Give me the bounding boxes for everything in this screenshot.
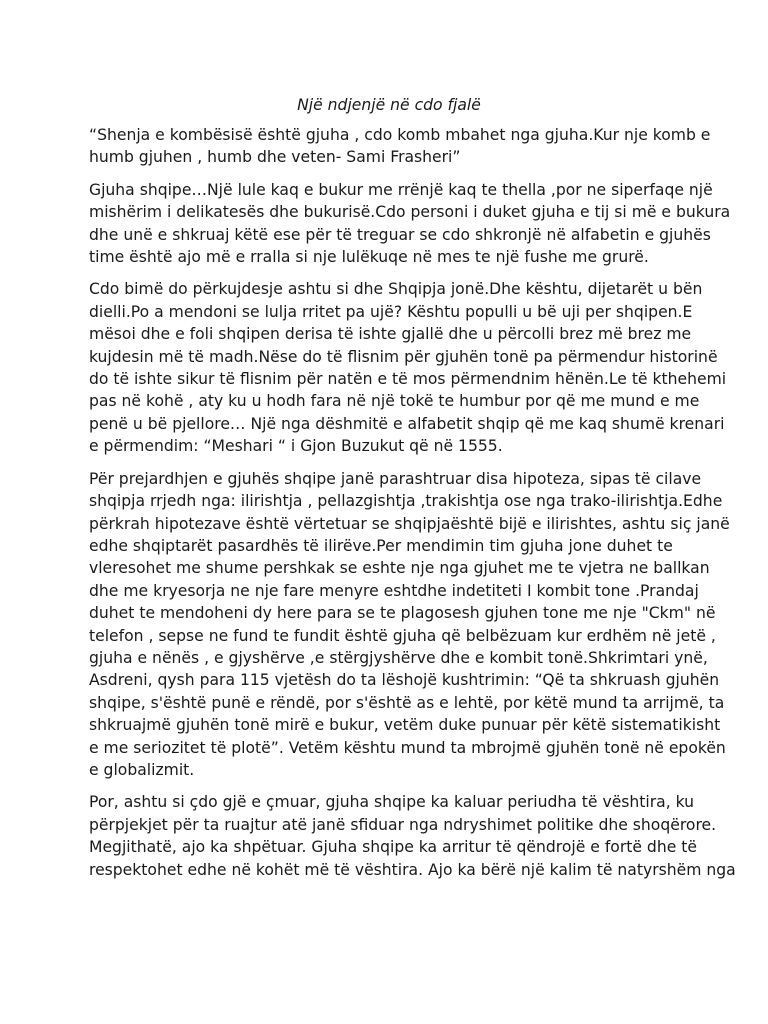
- paragraph-intro: [89, 179, 731, 269]
- text-line: shkruajmë gjuhën tonë mirë e bukur, vetëm duke punuar për këtë sistematikisht: [89, 716, 721, 735]
- text-line: mësoi dhe e foli shqipen derisa të ishte gjallë dhe u përcolli brez më brez me: [89, 325, 692, 344]
- text-line: pas në kohë , aty ku u hodh fara në një tokë te humbur por që me mund e me: [89, 392, 700, 411]
- document-title: Një ndjenjë në cdo fjalë: [297, 96, 481, 114]
- text-line: e me seriozitet të plotë”. Vetëm kështu mund ta mbrojmë gjuhën tonë në epokën: [89, 738, 726, 757]
- text-line: duhet te mendoheni dy here para se te plagosesh gjuhen tone me nje "Ckm" në: [89, 604, 716, 623]
- text-line: dielli.Po a mendoni se lulja rritet pa ujë? Kështu populli u bë uji per shqipen.E: [89, 302, 693, 321]
- text-line: vleresohet me shume pershkak se eshte nje nga gjuhet me te vjetra ne ballkan: [89, 559, 710, 578]
- text-line: “Shenja e kombësisë është gjuha , cdo komb mbahet nga gjuha.Kur nje komb e: [89, 126, 711, 144]
- text-line: Cdo bimë do përkujdesje ashtu si dhe Shqipja jonë.Dhe kështu, dijetarët u bën: [89, 280, 703, 299]
- text-line: përkrah hipotezave është vërtetuar se shqipjaështë bijë e ilirishtes, ashtu siç janë: [89, 514, 730, 533]
- text-line: edhe shqiptarët pasardhës të ilirëve.Per mendimin tim gjuha jone duhet te: [89, 536, 673, 555]
- text-line: e globalizmit.: [89, 760, 195, 779]
- paragraph-resilience: [89, 791, 736, 881]
- paragraph-history: [89, 278, 727, 457]
- text-line: shqipe, s'është punë e rëndë, por s'është as e lehtë, por këtë mund ta arrijmë, ta: [89, 693, 725, 712]
- text-line: respektohet edhe në kohët më të vështira. Ajo ka bërë një kalim të natyrshëm nga: [89, 860, 736, 879]
- text-line: dhe unë e shkruaj këtë ese për të treguar se cdo shkronjë në alfabetin e gjuhës: [89, 225, 711, 244]
- document-body: [89, 95, 736, 891]
- text-line: Megjithatë, ajo ka shpëtuar. Gjuha shqipe ka arritur të qëndrojë e fortë dhe të: [89, 838, 697, 857]
- text-line: telefon , sepse ne fund te fundit është gjuha që belbëzuam kur erdhëm në jetë ,: [89, 626, 716, 645]
- text-line: dhe me kryesorja ne nje fare menyre eshtdhe indetiteti I kombit tone .Prandaj: [89, 581, 699, 600]
- text-line: humb gjuhen , humb dhe veten- Sami Frasheri”: [89, 148, 461, 167]
- text-line: Por, ashtu si çdo gjë e çmuar, gjuha shqipe ka kaluar periudha të vështira, ku: [89, 793, 695, 812]
- paragraph-origins: [89, 468, 730, 782]
- text-line: mishërim i delikatesës dhe bukurisë.Cdo personi i duket gjuha e tij si më e bukura: [89, 203, 731, 222]
- text-line: e përmendim: “Meshari “ i Gjon Buzukut që në 1555.: [89, 437, 503, 456]
- paragraph-quote: [89, 124, 711, 169]
- text-line: time është ajo më e rralla si nje lulëkuqe në mes te një fushe me grurë.: [89, 248, 649, 267]
- text-line: Për prejardhjen e gjuhës shqipe janë parashtruar disa hipoteza, sipas të cilave: [89, 469, 702, 488]
- text-line: shqipja rrjedh nga: ilirishtja , pellazgishtja ,trakishtja ose nga trako-ilirishtja.Edhe: [89, 492, 723, 511]
- text-line: gjuha e nënës , e gjyshërve ,e stërgjyshërve dhe e kombit tonë.Shkrimtari ynë,: [89, 648, 708, 667]
- text-line: penë u bë pjellore… Një nga dëshmitë e alfabetit shqip që me kaq shumë krenari: [89, 414, 725, 433]
- text-line: Gjuha shqipe…Një lule kaq e bukur me rrënjë kaq te thella ,por ne siperfaqe një: [89, 180, 713, 199]
- text-line: Asdreni, qysh para 115 vjetësh do ta lëshojë kushtrimin: “Që ta shkruash gjuhën: [89, 671, 720, 690]
- text-line: përpjekjet për ta ruajtur atë janë sfiduar nga ndryshimet politike dhe shoqërore.: [89, 815, 717, 834]
- text-line: kujdesin më të madh.Nëse do të flisnim për gjuhën tonë pa përmendur historinë: [89, 347, 718, 366]
- text-line: do të ishte sikur të flisnim për natën e të mos përmendnim hënën.Le të kthehemi: [89, 370, 727, 389]
